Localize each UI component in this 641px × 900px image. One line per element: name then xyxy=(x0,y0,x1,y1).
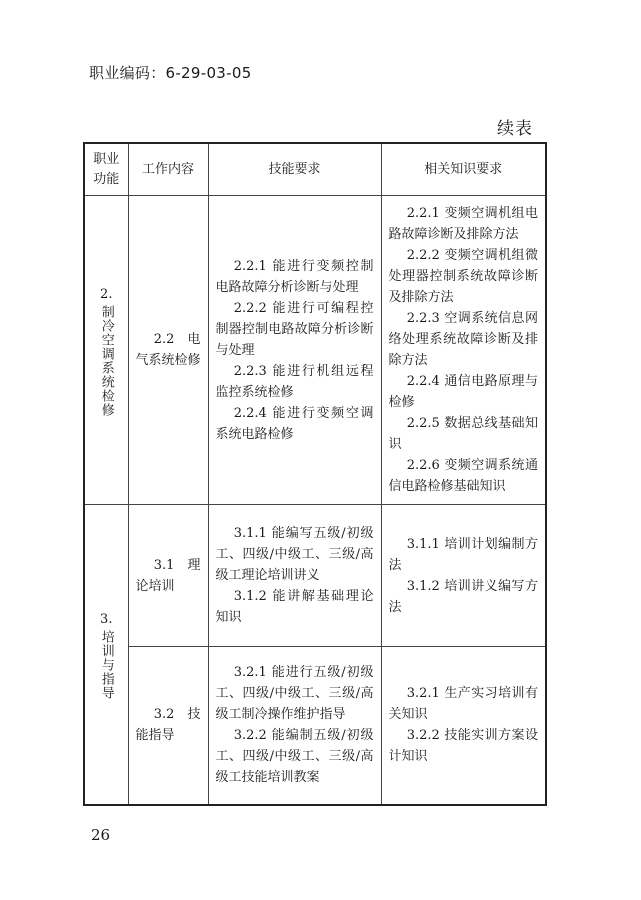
skill-item: 3.1.1 能编写五级/初级工、四级/中级工、三级/高级工理论培训讲义 xyxy=(215,526,374,583)
work-content-text: 2.2 电气系统检修 xyxy=(135,332,201,368)
knowledge-cell xyxy=(381,505,546,647)
skill-item: 3.2.1 能进行五级/初级工、四级/中级工、三级/高级工制冷操作维护指导 xyxy=(215,665,374,723)
knowledge-item: 3.1.1 培训计划编制方法 xyxy=(388,536,538,573)
function-number: 2. xyxy=(100,286,113,302)
knowledge-item: 3.2.1 生产实习培训有关知识 xyxy=(388,686,538,723)
skills-list xyxy=(209,523,381,628)
function-name: 制冷空调系统检修 xyxy=(98,304,114,417)
skill-item: 2.2.3 能进行机组远程监控系统检修 xyxy=(215,363,374,400)
work-content-cell xyxy=(128,505,208,647)
knowledge-item: 2.2.6 变频空调系统通信电路检修基础知识 xyxy=(388,458,538,494)
skills-cell xyxy=(208,647,381,805)
work-content-text: 3.1 理论培训 xyxy=(135,557,201,594)
knowledge-item: 3.1.2 培训讲义编写方法 xyxy=(388,578,538,615)
knowledge-item: 2.2.2 变频空调机组微处理器控制系统故障诊断及排除方法 xyxy=(388,248,538,305)
skills-cell xyxy=(208,196,381,505)
function-cell xyxy=(84,505,128,805)
knowledge-item: 2.2.1 变频空调机组电路故障诊断及排除方法 xyxy=(388,206,538,242)
knowledge-item: 2.2.5 数据总线基础知识 xyxy=(388,416,538,452)
skill-item: 3.2.2 能编制五级/初级工、四级/中级工、三级/高级工技能培训教案 xyxy=(215,728,374,786)
header-work-content: 工作内容 xyxy=(128,143,208,196)
header-function-text: 职业 功能 xyxy=(93,151,120,187)
work-content-cell xyxy=(128,647,208,805)
work-content-cell xyxy=(128,196,208,505)
skills-list xyxy=(209,256,381,445)
knowledge-cell xyxy=(381,647,546,805)
skills-table xyxy=(83,142,547,806)
work-content-text: 3.2 技能指导 xyxy=(135,707,201,744)
occupation-code: 职业编码：6-29-03-05 xyxy=(89,64,252,82)
skill-item: 3.1.2 能讲解基础理论知识 xyxy=(215,589,374,625)
knowledge-item: 2.2.4 通信电路原理与检修 xyxy=(388,374,538,410)
knowledge-list xyxy=(382,534,546,618)
table-row xyxy=(84,647,546,805)
skills-list xyxy=(209,662,381,788)
page-number: 26 xyxy=(91,826,111,844)
knowledge-list xyxy=(382,683,546,767)
skill-item: 2.2.1 能进行变频控制电路故障分析诊断与处理 xyxy=(215,258,374,295)
table-row xyxy=(84,196,546,505)
function-name: 培训与指导 xyxy=(98,629,114,700)
header-skill-requirements: 技能要求 xyxy=(208,143,381,196)
header-function xyxy=(84,143,128,196)
header-knowledge-requirements: 相关知识要求 xyxy=(381,143,546,196)
skill-item: 2.2.4 能进行变频空调系统电路检修 xyxy=(215,405,374,442)
skills-cell xyxy=(208,505,381,647)
knowledge-cell xyxy=(381,196,546,505)
table-row xyxy=(84,505,546,647)
table-header-row xyxy=(84,143,546,196)
knowledge-item: 2.2.3 空调系统信息网络处理系统故障诊断及排除方法 xyxy=(388,311,538,368)
knowledge-item: 3.2.2 技能实训方案设计知识 xyxy=(388,728,538,765)
skill-item: 2.2.2 能进行可编程控制器控制电路故障分析诊断与处理 xyxy=(215,300,374,358)
continued-label: 续表 xyxy=(497,119,533,139)
function-cell xyxy=(84,196,128,505)
knowledge-list xyxy=(382,203,546,497)
function-number: 3. xyxy=(100,611,113,627)
